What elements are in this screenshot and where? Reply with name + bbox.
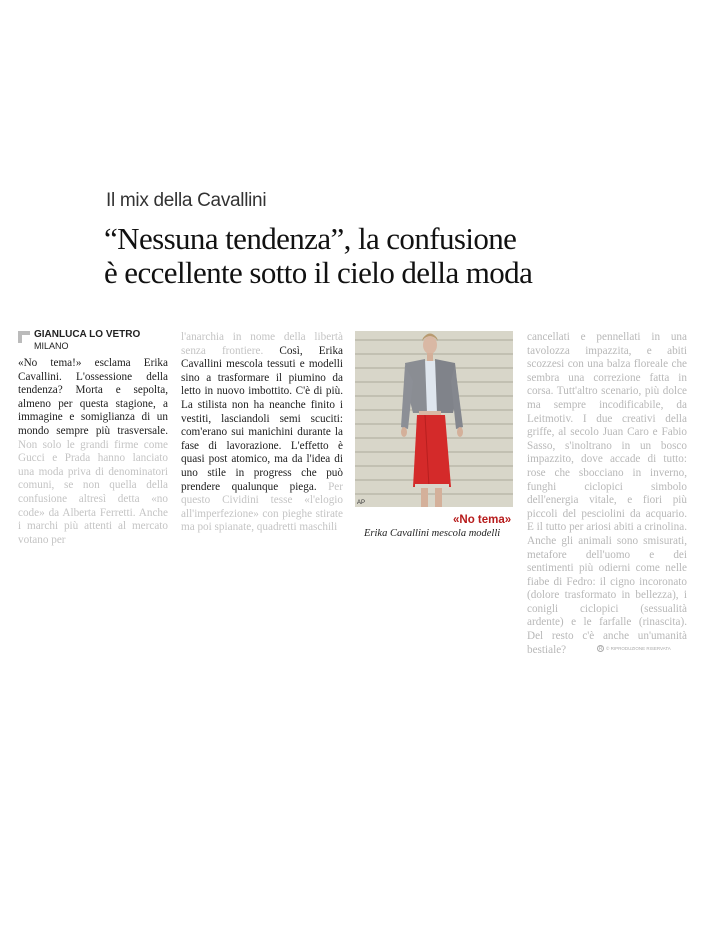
model-figure (355, 331, 513, 507)
headline-line-2: è eccellente sotto il cielo della moda (104, 255, 533, 290)
col1-text: «No tema!» esclama Erika Cavallini. L'ossessione della tendenza? Morta e sepolta, almeno per questa stagione, a immagine e somiglianza di un mondo sempre più trasversale. (18, 357, 168, 437)
rights-notice (597, 645, 671, 652)
caption-title: «No tema» (453, 514, 512, 526)
copyright-icon: R (598, 646, 603, 652)
body-column-3 (527, 331, 687, 657)
col2-text: Così, Erika Cavallini mescola tessuti e modelli sino a trasformare il piumino da letto in nuovo imbottito. C'è di più. La stilista non ha neanche finito i vestiti, lasciandoli semi scuciti: com'erano sui manichini durante la fase di lavorazione. L'effetto è quasi post atomico, ma da l'idea di uno stile in progress che può prendere qualunque piega. (181, 344, 344, 493)
body-column-2 (181, 331, 343, 535)
article-kicker: Il mix della Cavallini (106, 190, 267, 211)
rights-text: © RIPRODUZIONE RISERVATA (606, 646, 671, 651)
col2-faded-top-text: l'anarchia in nome della libertà senza frontiere. (181, 331, 343, 357)
headline-line-1: “Nessuna tendenza”, la confusione (104, 221, 517, 256)
col1-faded-text: Non solo le grandi firme come Gucci e Prada hanno lanciato una moda priva di denominatori comuni, se non quella della confusione altresì detta «no code» da Alberta Ferretti. Anche i marchi più attenti al mercato votano per (18, 438, 168, 546)
col2-faded-bottom-text: Per questo Cividini tesse «l'elogio all'imperfezione» con pieghe stirate ma poi spianate, quadretti maschili (181, 480, 343, 534)
col3-text: cancellati e pennellati in una tavolozza impazzita, e abiti scozzesi con una balza floreale che sembra una correzione fatta in corsa. Tutt'altro scenario, più dolce ma sempre incodificabile, da Leitmotiv. I due creativi della griffe, al secolo Juan Caro e Fabio Sasso, s'inoltrano in un bosco impazzito, dove accade di tutto: rose che sbocciano in inverno, funghi ciclopici simbolo dell'energia vitale, e fiori più piccoli del pesciolini da acquario. E il tutto per ariosi abiti a crinolina. Anche gli animali sono smisurati, metafore dell'uomo e dei sentimenti più odierni come nelle fiabe di Fedro: il cigno incoronato (dolore trasformato in bellezza), i conigli ciclopici (sessualità ardente) e le farfalle (rinascita). Del resto c'è anche un'umanità bestiale? (527, 331, 687, 656)
article-photo (355, 331, 513, 507)
byline-marker-icon (18, 331, 30, 343)
article-headline (104, 222, 644, 290)
body-column-1 (18, 357, 168, 547)
photo-credit: AP (357, 500, 366, 506)
caption-text: Erika Cavallini mescola modelli (364, 528, 501, 539)
byline-city: MILANO (34, 341, 69, 351)
byline-author: GIANLUCA LO VETRO (34, 329, 141, 340)
